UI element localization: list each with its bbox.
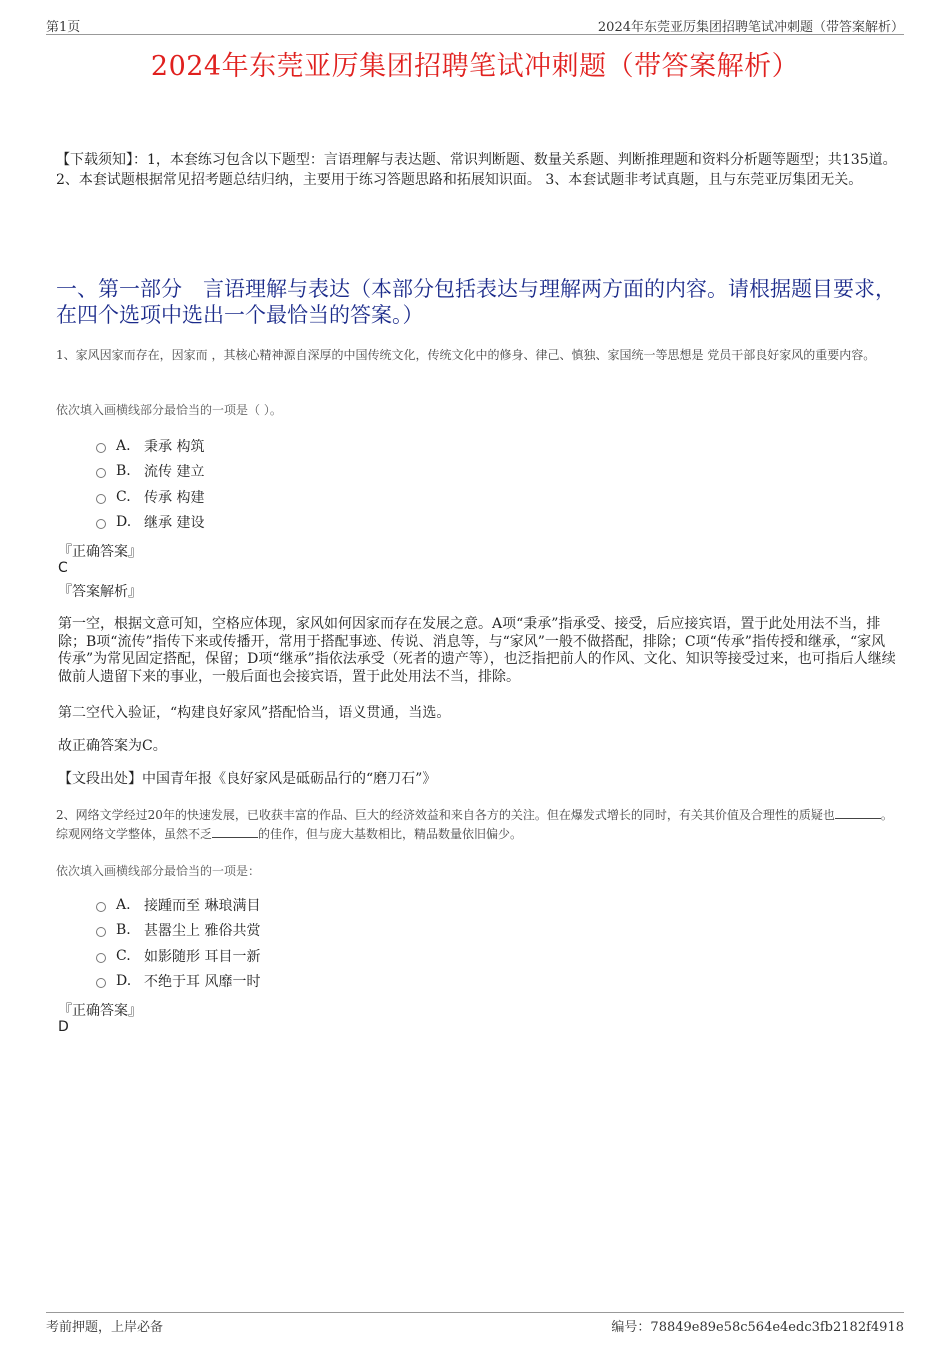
footer-serial: 编号：78849e89e58c564e4edc3fb2182f4918 (611, 1320, 904, 1335)
analysis-paragraph-3: 故正确答案为C。 (58, 738, 167, 754)
question-2-stem (56, 806, 900, 844)
option-text: 不绝于耳 风靡一时 (144, 974, 261, 991)
footer-slogan: 考前押题，上岸必备 (46, 1320, 164, 1335)
question-1-stem: 1、家风因家而存在，因家而 ，其核心精神源自深厚的中国传统文化，传统文化中的修身、律己、慎独、家国统一等思想是 党员干部良好家风的重要内容。 (56, 348, 876, 362)
option-d[interactable] (96, 969, 260, 995)
section-heading: 一、第一部分 言语理解与表达（本部分包括表达与理解两方面的内容。请根据题目要求，在四个选项中选出一个最恰当的答案。） (56, 277, 896, 327)
option-letter: C. (116, 488, 131, 505)
option-text: 传承 构建 (144, 489, 205, 506)
radio-icon[interactable] (96, 519, 106, 529)
radio-icon[interactable] (96, 468, 106, 478)
radio-icon[interactable] (96, 953, 106, 963)
option-text: 甚嚣尘上 雅俗共赏 (144, 923, 261, 940)
question-1-ask: 依次填入画横线部分最恰当的一项是（ ）。 (56, 403, 282, 417)
option-letter: A. (116, 437, 131, 454)
document-title: 2024年东莞亚厉集团招聘笔试冲刺题（带答案解析） (150, 51, 800, 82)
option-a[interactable] (96, 892, 260, 918)
option-b[interactable] (96, 459, 204, 485)
radio-icon[interactable] (96, 494, 106, 504)
radio-icon[interactable] (96, 927, 106, 937)
download-notice: 【下载须知】：1，本套练习包含以下题型：言语理解与表达题、常识判断题、数量关系题、判断推理题和资料分析题等题型；共135道。 2、本套试题根据常见招考题总结归纳，主要用于练习答题思路和拓展知识面。 3、本套试题非考试真题，且与东莞亚厉集团无关。 (56, 152, 897, 188)
radio-icon[interactable] (96, 978, 106, 988)
answer-value: D (58, 1019, 69, 1035)
option-letter: B. (116, 463, 131, 480)
answer-label: 『正确答案』 (58, 544, 142, 560)
option-text: 如影随形 耳目一新 (144, 948, 261, 965)
header-doc-title: 2024年东莞亚厉集团招聘笔试冲刺题（带答案解析） (597, 20, 904, 35)
option-c[interactable] (96, 484, 204, 510)
option-text: 流传 建立 (144, 464, 205, 481)
fill-blank (835, 806, 881, 819)
page-header (46, 14, 904, 35)
option-d[interactable] (96, 510, 204, 536)
question-2-options (96, 892, 260, 994)
answer-value: C (58, 560, 68, 576)
stem-part: 2、网络文学经过20年的快速发展，已收获丰富的作品、巨大的经济效益和来自各方的关注。但在爆发式增长的同时，有关其价值及合理性的质疑也 (56, 808, 835, 822)
option-c[interactable] (96, 943, 260, 969)
question-2-ask: 依次填入画横线部分最恰当的一项是： (56, 864, 261, 878)
analysis-label: 『答案解析』 (58, 584, 142, 600)
option-letter: C. (116, 947, 131, 964)
radio-icon[interactable] (96, 902, 106, 912)
option-letter: A. (116, 896, 131, 913)
option-letter: D. (116, 514, 132, 531)
fill-blank (212, 825, 258, 838)
option-text: 秉承 构筑 (144, 438, 205, 455)
option-text: 继承 建设 (144, 515, 205, 532)
answer-label: 『正确答案』 (58, 1003, 142, 1019)
analysis-paragraph-2: 第二空代入验证，“构建良好家风”搭配恰当，语义贯通，当选。 (58, 705, 451, 721)
option-letter: B. (116, 922, 131, 939)
stem-part: 。综观网络文学整体，虽然不乏 (56, 808, 893, 841)
analysis-paragraph-1: 第一空，根据文意可知，空格应体现，家风如何因家而存在发展之意。A项“秉承”指承受、接受，后应接宾语，置于此处用法不当，排除；B项“流传”指传下来或传播开，常用于搭配事迹、传说、消息等，与“家风”一般不做搭配，排除；C项“传承”指传授和继承，“家风传承”为常见固定搭配，保留；D项“继承”指依法承受（死者的遗产等），也泛指把前人的作风、文化、知识等接受过来，也可指后人继续做前人遗留下来的事业，一般后面也会接宾语，置于此处用法不当，排除。 (58, 616, 896, 685)
page-number: 第1页 (46, 20, 81, 35)
stem-part: 的佳作，但与庞大基数相比，精品数量依旧偏少。 (258, 827, 523, 841)
question-1-options (96, 433, 204, 535)
option-letter: D. (116, 973, 132, 990)
source-note: 【文段出处】中国青年报《良好家风是砥砺品行的“磨刀石”》 (58, 771, 437, 787)
option-a[interactable] (96, 433, 204, 459)
radio-icon[interactable] (96, 443, 106, 453)
page-footer (46, 1312, 904, 1335)
option-b[interactable] (96, 918, 260, 944)
option-text: 接踵而至 琳琅满目 (144, 897, 261, 914)
